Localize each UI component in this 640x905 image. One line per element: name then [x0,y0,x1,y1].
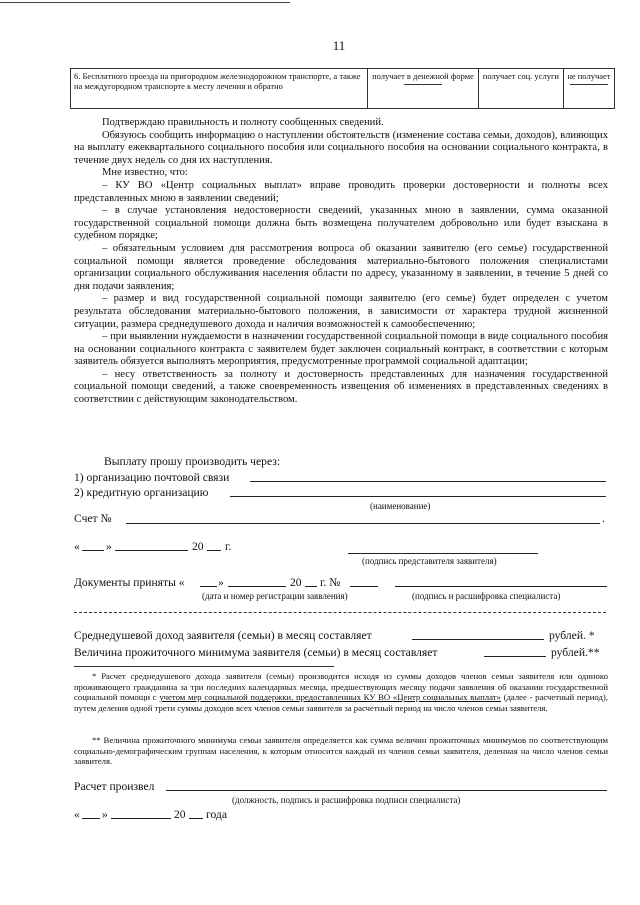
paragraph: – обязательным условием для рассмотрения вопроса об оказании заявителю (его семье) государственной социальной помощи является проведение обследования материально-бытового положения специалистами организации социального обслуживания населения области по адресу, указанному в заявлении, в течение 5 дней со дня подачи заявления; [74,242,608,292]
benefit-row-table [70,68,615,109]
docs-month-field[interactable] [228,574,286,587]
paragraph: – при выявлении нуждаемости в назначении государственной социальной помощи в виде социального пособия на основании социального контракта с заявителем будет заключен социальный контракт, в соответствии с которым заявитель обязуется выполнять мероприятия, предусмотренные программой социальной адаптации; [74,331,608,368]
minimum-field[interactable] [484,644,546,657]
account-label: Счет № [74,512,112,525]
docs-year-field[interactable] [305,574,317,587]
payment-option-post: 1) организацию почтовой связи [74,471,230,484]
account-field[interactable] [126,510,600,524]
option-none[interactable]: не получает [563,69,614,109]
calc-year-field[interactable] [189,806,203,819]
representative-signature-field[interactable] [348,543,538,554]
year-prefix: 20 [192,540,204,553]
specialist-signature-field[interactable] [395,574,607,587]
option-cash-line [404,84,442,85]
account-end: . [602,512,605,525]
option-services[interactable]: получает соц. услуги [478,69,563,109]
paragraph: – размер и вид государственной социальной помощи заявителю (его семье) будет определен с учетом результата обследования материально-бытового положения, в зависимости от характера трудной жизненной ситуации, размера среднедушевого дохода и наличия возможностей к самообеспечению; [74,293,608,330]
signature-caption: (подпись представителя заявителя) [362,556,497,566]
bank-field[interactable] [230,484,606,497]
bank-name-caption: (наименование) [370,501,431,511]
paragraph: – КУ ВО «Центр социальных выплат» вправе проводить проверки достоверности и полноты всех представленных мною в заявлении сведений; [74,179,608,204]
day-field[interactable] [82,538,104,551]
declaration-text [74,117,608,407]
calc-caption: (должность, подпись и расшифровка подписи специалиста) [232,795,461,805]
year-suffix: г. [225,540,232,553]
section-divider [74,612,606,613]
calc-month-field[interactable] [111,806,171,819]
top-rule [0,2,290,3]
docs-caption-left: (дата и номер регистрации заявления) [202,591,348,601]
calc-year-suffix: года [206,808,227,821]
income-label: Среднедушевой доход заявителя (семьи) в месяц составляет [74,629,372,642]
calc-date-open: « [74,808,80,821]
year-field[interactable] [207,538,221,551]
paragraph: Мне известно, что: [102,167,188,179]
benefit-row-label: 6. Бесплатного проезда на пригородном железнодорожном транспорте, а также на междугородном транспорте к месту лечения и обратно [71,69,368,109]
calc-label: Расчет произвел [74,780,155,793]
date-close-quote: » [106,540,112,553]
post-field[interactable] [250,469,606,482]
footnote-rule [74,666,334,667]
docs-caption-right: (подпись и расшифровка специалиста) [412,591,561,601]
calc-specialist-field[interactable] [166,778,607,791]
docs-number-field[interactable] [350,574,378,587]
calc-day-field[interactable] [82,806,100,819]
docs-year-prefix: 20 [290,576,302,589]
footnote-2: ** Величина прожиточного минимума семьи заявителя определяется как сумма величин прожиточных минимумов по соответствующим социально-демографическим группам населения, к которым относится каждый из членов семьи заявителя, деленная на число членов семьи заявителя. [74,735,608,767]
page-number: 11 [332,38,346,53]
paragraph: – несу ответственность за полноту и достоверность представленных для назначения государственной социальной помощи сведений, а также своевременность извещения об изменениях в представленных сведениях в соответствии с действующим законодательством. [74,368,608,406]
docs-day-field[interactable] [200,574,217,587]
calc-year-prefix: 20 [174,808,186,821]
minimum-suffix: рублей.** [551,646,600,659]
month-field[interactable] [115,538,188,551]
docs-number-label: г. № [320,576,341,589]
docs-close-quote: » [218,576,224,589]
minimum-label: Величина прожиточного минимума заявителя (семьи) в месяц составляет [74,646,438,659]
income-field[interactable] [412,627,544,640]
paragraph: Подтверждаю правильность и полноту сообщенных сведений. [102,117,384,128]
footnote-1: * Расчет среднедушевого дохода заявителя (семьи) производится исходя из суммы доходов членов семьи заявителя или одиноко проживающего гражданина за три последних календарных месяца, предшествующих месяцу подачи заявления об оказании государственной социальной помощи с учетом мер социальной поддержки, предоставленных КУ ВО «Центр социальных выплат» (далее - расчетный период), путем деления одной трети суммы доходов всех членов семьи заявителя за расчетный период на число членов семьи заявителя. [74,671,608,713]
paragraph: – в случае установления недостоверности сведений, указанных мною в заявлении, сумма оказанной государственной социальной помощи должна быть возмещена получателем добровольно или будет взыскана в судебном порядке; [74,205,608,242]
payment-option-bank: 2) кредитную организацию [74,486,209,499]
option-none-line [570,84,608,85]
option-cash[interactable]: получает в денежной форме [368,69,479,109]
calc-date-close: » [102,808,108,821]
paragraph: Обязуюсь сообщить информацию о наступлении обстоятельств (изменение состава семьи, доходов), влияющих на выплату ежеквартального социального пособия или социального пособия на основании социального контракта, в течение двух недель со дня их наступления. [74,129,608,166]
payment-intro: Выплату прошу производить через: [104,455,281,468]
income-suffix: рублей. * [549,629,595,642]
footnote-1-underlined: учетом мер социальной поддержки, предоставленных КУ ВО «Центр социальных выплат» [159,692,501,703]
date-open-quote: « [74,540,80,553]
docs-accepted-label: Документы приняты « [74,576,185,589]
